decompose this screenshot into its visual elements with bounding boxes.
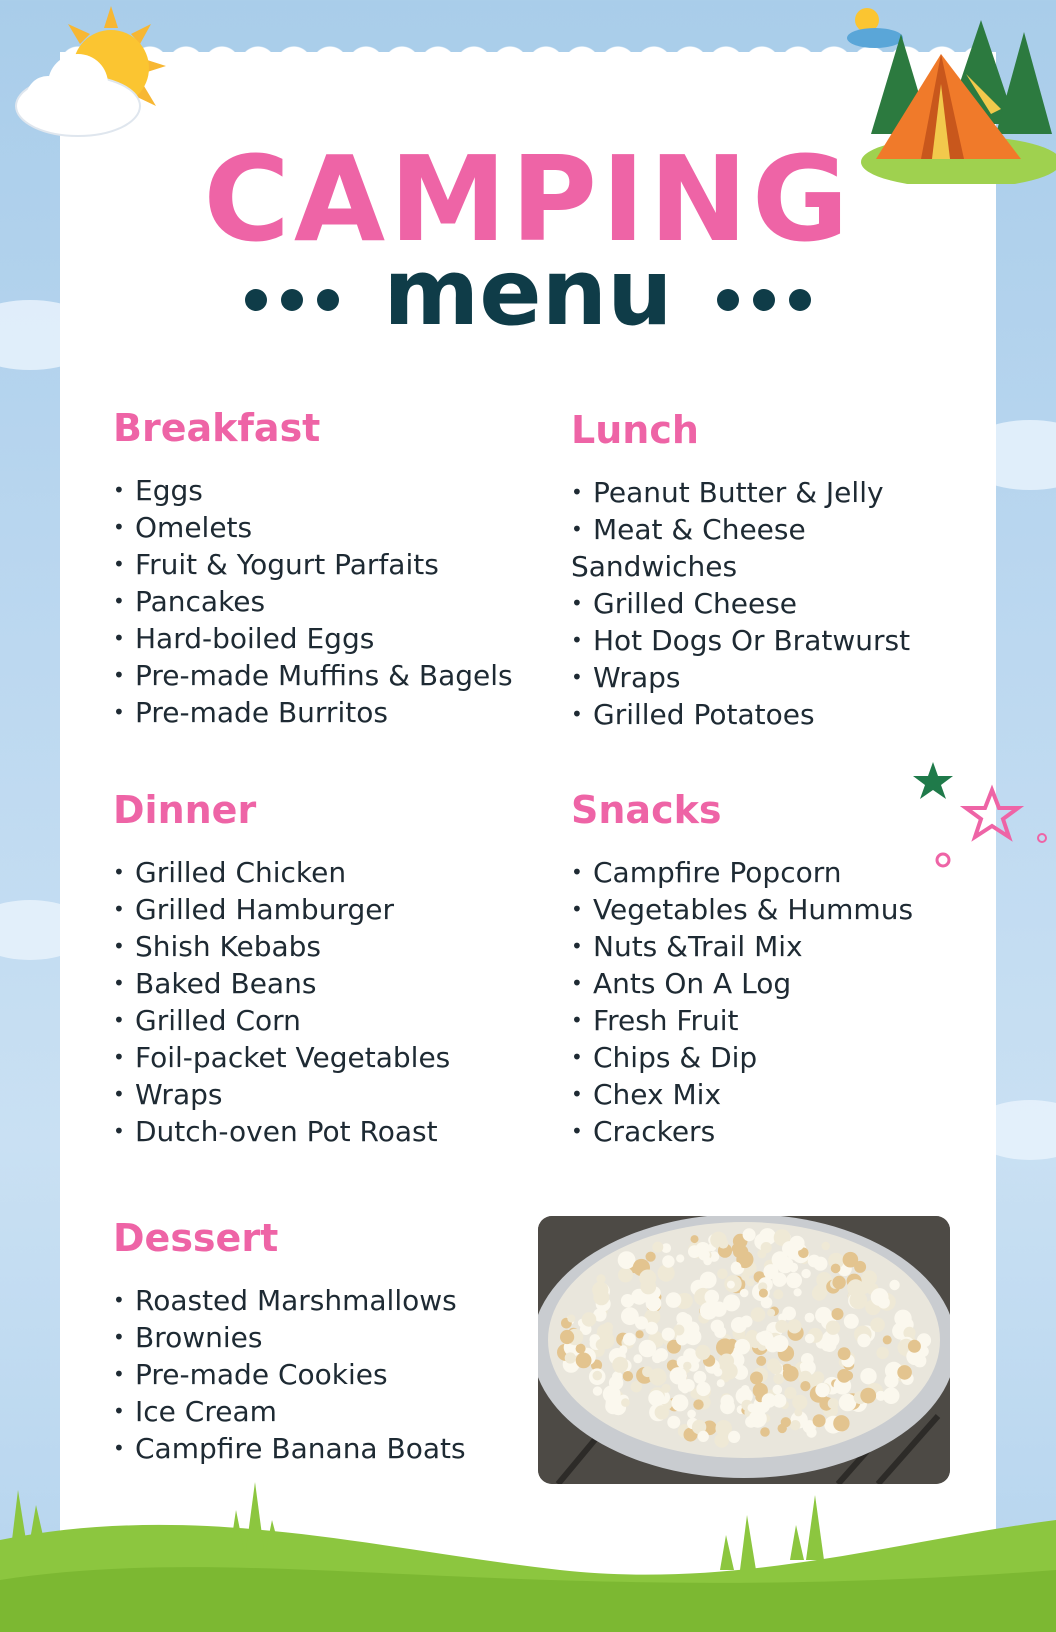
bullet-icon: • [113,933,125,958]
popcorn-kernel [870,1318,885,1333]
popcorn-kernel [783,1366,799,1382]
list-item-label: Nuts &Trail Mix [593,929,803,963]
popcorn-kernel [719,1354,734,1369]
popcorn-kernel [612,1371,623,1382]
list-item [571,622,951,659]
popcorn-kernel [838,1347,851,1360]
item-list [571,474,951,733]
list-item [113,928,553,965]
popcorn-kernel [800,1381,810,1391]
popcorn-kernel [786,1273,802,1289]
popcorn-kernel [705,1290,720,1305]
list-item-label: Grilled Cheese [593,586,798,620]
popcorn-kernel [618,1268,633,1283]
bullet-icon: • [113,1007,125,1032]
list-item [113,1282,533,1319]
list-item-label: Roasted Marshmallows [135,1283,457,1317]
popcorn-kernel [805,1334,815,1344]
bullet-icon: • [571,1081,583,1106]
list-item [113,657,553,694]
popcorn-kernel [691,1235,699,1243]
popcorn-kernel [789,1263,798,1272]
popcorn-kernel [826,1321,840,1335]
dots-left [245,289,339,311]
list-item [113,1113,553,1150]
item-list [113,472,553,731]
popcorn-kernel [582,1312,597,1327]
dot [245,289,267,311]
list-item-label: Grilled Chicken [135,855,347,889]
bullet-icon: • [571,896,583,921]
popcorn-kernel [714,1433,729,1448]
list-item [113,891,553,928]
list-item-label: Fruit & Yogurt Parfaits [135,547,439,581]
list-item-label: Ants On A Log [593,966,792,1000]
list-item [571,965,951,1002]
bullet-icon: • [113,1118,125,1143]
list-item [571,928,951,965]
list-item-label: Chips & Dip [593,1040,758,1074]
popcorn-kernel [860,1368,876,1384]
subtitle-row [0,239,1056,350]
popcorn-kernel [694,1371,707,1384]
section-heading: Snacks [571,788,722,832]
bullet-icon: • [113,588,125,613]
popcorn-kernel [623,1371,633,1381]
popcorn-kernel [698,1431,709,1442]
popcorn-kernel [733,1246,745,1258]
popcorn-kernel [683,1362,691,1370]
grass-hill-icon [0,1480,1056,1632]
list-item-label: Shish Kebabs [135,929,322,963]
popcorn-kernel [676,1254,684,1262]
popcorn-kernel [718,1238,728,1248]
popcorn-kernel [773,1289,783,1299]
popcorn-kernel [772,1335,789,1352]
bullet-icon: • [113,1435,125,1460]
popcorn-kernel [735,1339,751,1355]
popcorn-kernel [592,1282,608,1298]
popcorn-kernel [576,1344,586,1354]
list-item-label: Pre-made Cookies [135,1357,388,1391]
popcorn-kernel [759,1289,768,1298]
popcorn-kernel [560,1330,574,1344]
bullet-icon: • [113,551,125,576]
bullet-icon: • [113,859,125,884]
bullet-icon: • [113,662,125,687]
popcorn-kernel [646,1296,662,1312]
popcorn-kernel [801,1269,810,1278]
popcorn-kernel [850,1291,868,1309]
item-list [571,854,951,1150]
popcorn-kernel [655,1405,669,1419]
list-item-label: Wraps [593,660,681,694]
section-dinner [113,790,553,1150]
list-item [571,659,951,696]
list-item [571,474,951,511]
popcorn-kernel [618,1251,636,1269]
popcorn-kernel [770,1362,782,1374]
popcorn-kernel [860,1388,876,1404]
section-heading: Dessert [113,1216,279,1260]
list-item-label: Dutch-oven Pot Roast [135,1114,438,1148]
bullet-icon: • [113,1398,125,1423]
popcorn-kernel [671,1394,688,1411]
popcorn-kernel [908,1340,921,1353]
list-item [113,1430,533,1467]
popcorn-kernel [883,1335,892,1344]
bullet-icon: • [113,699,125,724]
popcorn-kernel [749,1410,767,1428]
popcorn-kernel [646,1252,656,1262]
popcorn-kernel [871,1288,889,1306]
dot [281,289,303,311]
list-item [571,585,951,622]
section-heading: Dinner [113,788,257,832]
bullet-icon: • [571,1007,583,1032]
popcorn-kernel [662,1328,675,1341]
bullet-icon: • [113,477,125,502]
page-subtitle: menu [383,239,673,346]
popcorn-kernel [750,1372,763,1385]
list-item [113,1076,553,1113]
list-item [571,696,951,733]
list-item-label: Fresh Fruit [593,1003,739,1037]
popcorn-kernel [844,1314,859,1329]
list-item-label: Grilled Potatoes [593,697,815,731]
list-item [571,1039,951,1076]
list-item [113,1393,533,1430]
list-item [113,472,553,509]
bullet-icon: • [571,590,583,615]
list-item-label: Grilled Corn [135,1003,301,1037]
popcorn-kernel [794,1288,802,1296]
list-item-label: Pancakes [135,584,266,618]
popcorn-kernel [700,1302,718,1320]
section-breakfast [113,408,553,731]
popcorn-kernel [773,1374,784,1385]
popcorn-kernel [857,1334,870,1347]
bullet-icon: • [571,1118,583,1143]
bullet-icon: • [571,1044,583,1069]
popcorn-kernel [576,1353,592,1369]
popcorn-kernel [782,1241,797,1256]
bullet-icon: • [113,514,125,539]
bullet-icon: • [571,664,583,689]
section-heading: Lunch [571,408,699,452]
popcorn-kernel [623,1333,636,1346]
item-list [113,854,553,1150]
popcorn-kernel [758,1331,773,1346]
popcorn-kernel [673,1325,684,1336]
list-item [571,1002,951,1039]
list-item-label: Pre-made Burritos [135,695,388,729]
popcorn-photo [538,1216,950,1484]
sun-cloud-icon [6,6,176,146]
popcorn-kernel [565,1352,576,1363]
list-item-label: Eggs [135,473,203,507]
section-dessert [113,1218,533,1467]
popcorn-kernel [837,1369,851,1383]
bullet-icon: • [113,1324,125,1349]
list-item [113,620,553,657]
page-title: CAMPING [203,130,853,268]
popcorn-kernel [805,1313,815,1323]
list-item [571,854,951,891]
list-item [113,583,553,620]
popcorn-kernel [603,1385,621,1403]
popcorn-kernel [751,1307,766,1322]
popcorn-kernel [833,1415,849,1431]
popcorn-kernel [593,1386,602,1395]
popcorn-kernel [717,1269,728,1280]
popcorn-kernel [861,1270,877,1286]
list-item-label: Meat & Cheese Sandwiches [571,512,806,583]
bullet-icon: • [571,516,583,541]
popcorn-kernel [727,1281,735,1289]
popcorn-kernel [567,1315,575,1323]
popcorn-kernel [666,1292,682,1308]
list-item [113,854,553,891]
popcorn-kernel [717,1379,725,1387]
popcorn-kernel [822,1242,830,1250]
list-item-label: Omelets [135,510,253,544]
bullet-icon: • [113,1081,125,1106]
popcorn-kernel [633,1354,642,1363]
bullet-icon: • [571,859,583,884]
bullet-icon: • [113,625,125,650]
bullet-icon: • [113,970,125,995]
popcorn-kernel [879,1348,888,1357]
list-item [113,694,553,731]
list-item [571,1113,951,1150]
list-item [113,1002,553,1039]
popcorn-kernel [612,1357,628,1373]
list-item [113,509,553,546]
popcorn-kernel [775,1320,788,1333]
popcorn-kernel [640,1279,656,1295]
popcorn-kernel [831,1264,841,1274]
popcorn-kernel [631,1381,642,1392]
popcorn-kernel [741,1316,753,1328]
list-item-label: Baked Beans [135,966,317,1000]
popcorn-kernel [636,1330,644,1338]
popcorn-kernel [761,1242,772,1253]
popcorn-kernel [884,1374,898,1388]
dot [753,289,775,311]
popcorn-kernel [714,1326,726,1338]
dot [789,289,811,311]
popcorn-kernel [662,1255,674,1267]
popcorn-kernel [652,1242,663,1253]
bullet-icon: • [571,933,583,958]
popcorn-kernel [832,1276,845,1289]
popcorn-kernel [649,1368,666,1385]
popcorn-kernel [790,1420,800,1430]
section-lunch [571,410,951,733]
popcorn-kernel [698,1249,710,1261]
popcorn-kernel [681,1385,689,1393]
popcorn-kernel [639,1340,657,1358]
dot [317,289,339,311]
dot [717,289,739,311]
popcorn-kernel [700,1272,717,1289]
popcorn-kernel [839,1394,857,1412]
popcorn-kernel [724,1372,732,1380]
popcorn-kernel [621,1307,639,1325]
popcorn-kernel [832,1308,844,1320]
dots-right [717,289,811,311]
list-item-label: Foil-packet Vegetables [135,1040,451,1074]
list-item-label: Peanut Butter & Jelly [593,475,884,509]
bullet-icon: • [571,627,583,652]
popcorn-kernel [743,1228,756,1241]
popcorn-kernel [812,1371,824,1383]
list-item [571,511,951,585]
list-item-label: Grilled Hamburger [135,892,394,926]
item-list [113,1282,533,1467]
popcorn-kernel [787,1319,801,1333]
popcorn-kernel [883,1387,900,1404]
popcorn-kernel [794,1408,802,1416]
popcorn-kernel [782,1307,796,1321]
popcorn-kernel [648,1390,664,1406]
popcorn-kernel [693,1399,703,1409]
section-heading: Breakfast [113,406,321,450]
list-item [113,965,553,1002]
list-item [113,546,553,583]
popcorn-kernel [695,1345,710,1360]
popcorn-kernel [808,1255,821,1268]
bullet-icon: • [571,479,583,504]
popcorn-kernel [889,1280,899,1290]
popcorn-kernel [740,1289,749,1298]
list-item-label: Pre-made Muffins & Bagels [135,658,513,692]
popcorn-kernel [767,1309,775,1317]
popcorn-kernel [687,1410,696,1419]
popcorn-kernel [746,1278,754,1286]
list-item [571,891,951,928]
list-item-label: Hard-boiled Eggs [135,621,375,655]
list-item-label: Chex Mix [593,1077,722,1111]
popcorn-kernel [813,1284,828,1299]
popcorn-kernel [897,1365,912,1380]
list-item [113,1319,533,1356]
popcorn-kernel [813,1414,826,1427]
popcorn-kernel [781,1417,791,1427]
popcorn-kernel [667,1416,680,1429]
popcorn-kernel [593,1371,603,1381]
popcorn-kernel [731,1262,742,1273]
bullet-icon: • [571,970,583,995]
popcorn-kernel [815,1383,829,1397]
list-item-label: Crackers [593,1114,716,1148]
popcorn-kernel [596,1339,607,1350]
list-item-label: Wraps [135,1077,223,1111]
popcorn-bowl-image [538,1216,950,1484]
list-item [113,1039,553,1076]
popcorn-kernel [728,1431,740,1443]
bullet-icon: • [571,701,583,726]
list-item-label: Hot Dogs Or Bratwurst [593,623,911,657]
popcorn-kernel [720,1399,735,1414]
bullet-icon: • [113,896,125,921]
list-item-label: Campfire Popcorn [593,855,842,889]
popcorn-kernel [792,1395,807,1410]
popcorn-kernel [714,1368,723,1377]
list-item-label: Brownies [135,1320,263,1354]
popcorn-kernel [821,1341,832,1352]
popcorn-kernel [723,1294,740,1311]
list-item-label: Vegetables & Hummus [593,892,914,926]
popcorn-kernel [854,1261,866,1273]
popcorn-kernel [621,1398,630,1407]
bullet-icon: • [113,1287,125,1312]
bullet-icon: • [113,1361,125,1386]
list-item [571,1076,951,1113]
list-item-label: Ice Cream [135,1394,277,1428]
popcorn-kernel [696,1382,710,1396]
section-snacks [571,790,951,1150]
popcorn-kernel [828,1398,839,1409]
bullet-icon: • [113,1044,125,1069]
popcorn-kernel [619,1347,627,1355]
popcorn-kernel [756,1356,766,1366]
list-item-label: Campfire Banana Boats [135,1431,466,1465]
popcorn-kernel [773,1385,783,1395]
popcorn-kernel [772,1273,786,1287]
popcorn-kernel [760,1427,770,1437]
popcorn-kernel [762,1393,777,1408]
list-item [113,1356,533,1393]
